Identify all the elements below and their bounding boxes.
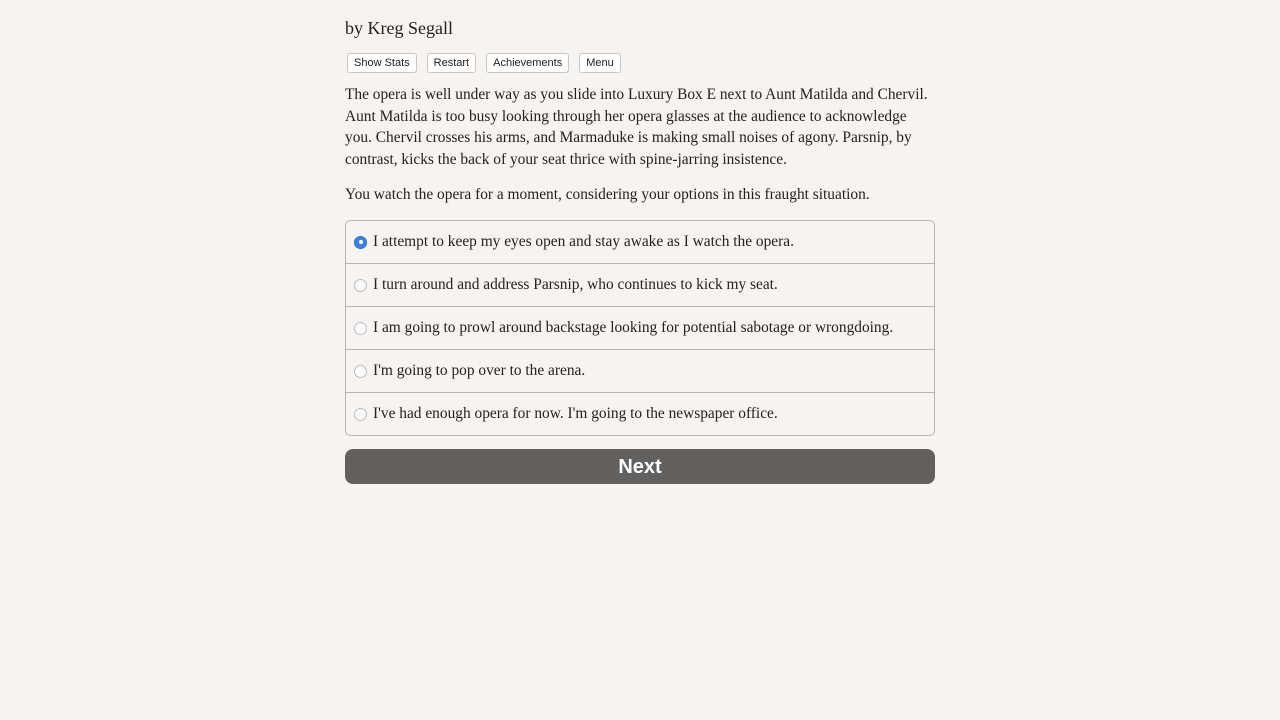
choice-option[interactable] (346, 306, 934, 349)
show-stats-button[interactable]: Show Stats (347, 53, 417, 73)
radio-button[interactable] (354, 365, 367, 378)
toolbar (347, 53, 621, 73)
achievements-button[interactable]: Achievements (486, 53, 569, 73)
choice-label: I'm going to pop over to the arena. (373, 362, 586, 379)
choice-option[interactable] (346, 392, 934, 435)
radio-button[interactable] (354, 279, 367, 292)
radio-button[interactable] (354, 408, 367, 421)
radio-button[interactable] (354, 236, 367, 249)
choice-label: I turn around and address Parsnip, who continues to kick my seat. (373, 276, 778, 293)
next-button[interactable]: Next (345, 449, 935, 484)
story-paragraph: The opera is well under way as you slide into Luxury Box E next to Aunt Matilda and Chervil. Aunt Matilda is too busy looking through her opera glasses at the audience to acknowledge you. Chervil crosses his arms, and Marmaduke is making small noises of agony. Parsnip, by contrast, kicks the back of your seat thrice with spine-jarring insistence. (345, 86, 928, 168)
choice-label: I am going to prowl around backstage looking for potential sabotage or wrongdoing. (373, 319, 894, 336)
story-text (345, 84, 937, 220)
choice-label: I attempt to keep my eyes open and stay awake as I watch the opera. (373, 233, 794, 250)
choice-list (345, 220, 935, 436)
choice-option[interactable] (346, 221, 934, 263)
choice-option[interactable] (346, 349, 934, 392)
restart-button[interactable]: Restart (427, 53, 476, 73)
menu-button[interactable]: Menu (579, 53, 621, 73)
author-byline: by Kreg Segall (345, 18, 453, 38)
choice-option[interactable] (346, 263, 934, 306)
story-paragraph: You watch the opera for a moment, considering your options in this fraught situation. (345, 186, 870, 203)
radio-button[interactable] (354, 322, 367, 335)
choice-label: I've had enough opera for now. I'm going to the newspaper office. (373, 405, 778, 422)
